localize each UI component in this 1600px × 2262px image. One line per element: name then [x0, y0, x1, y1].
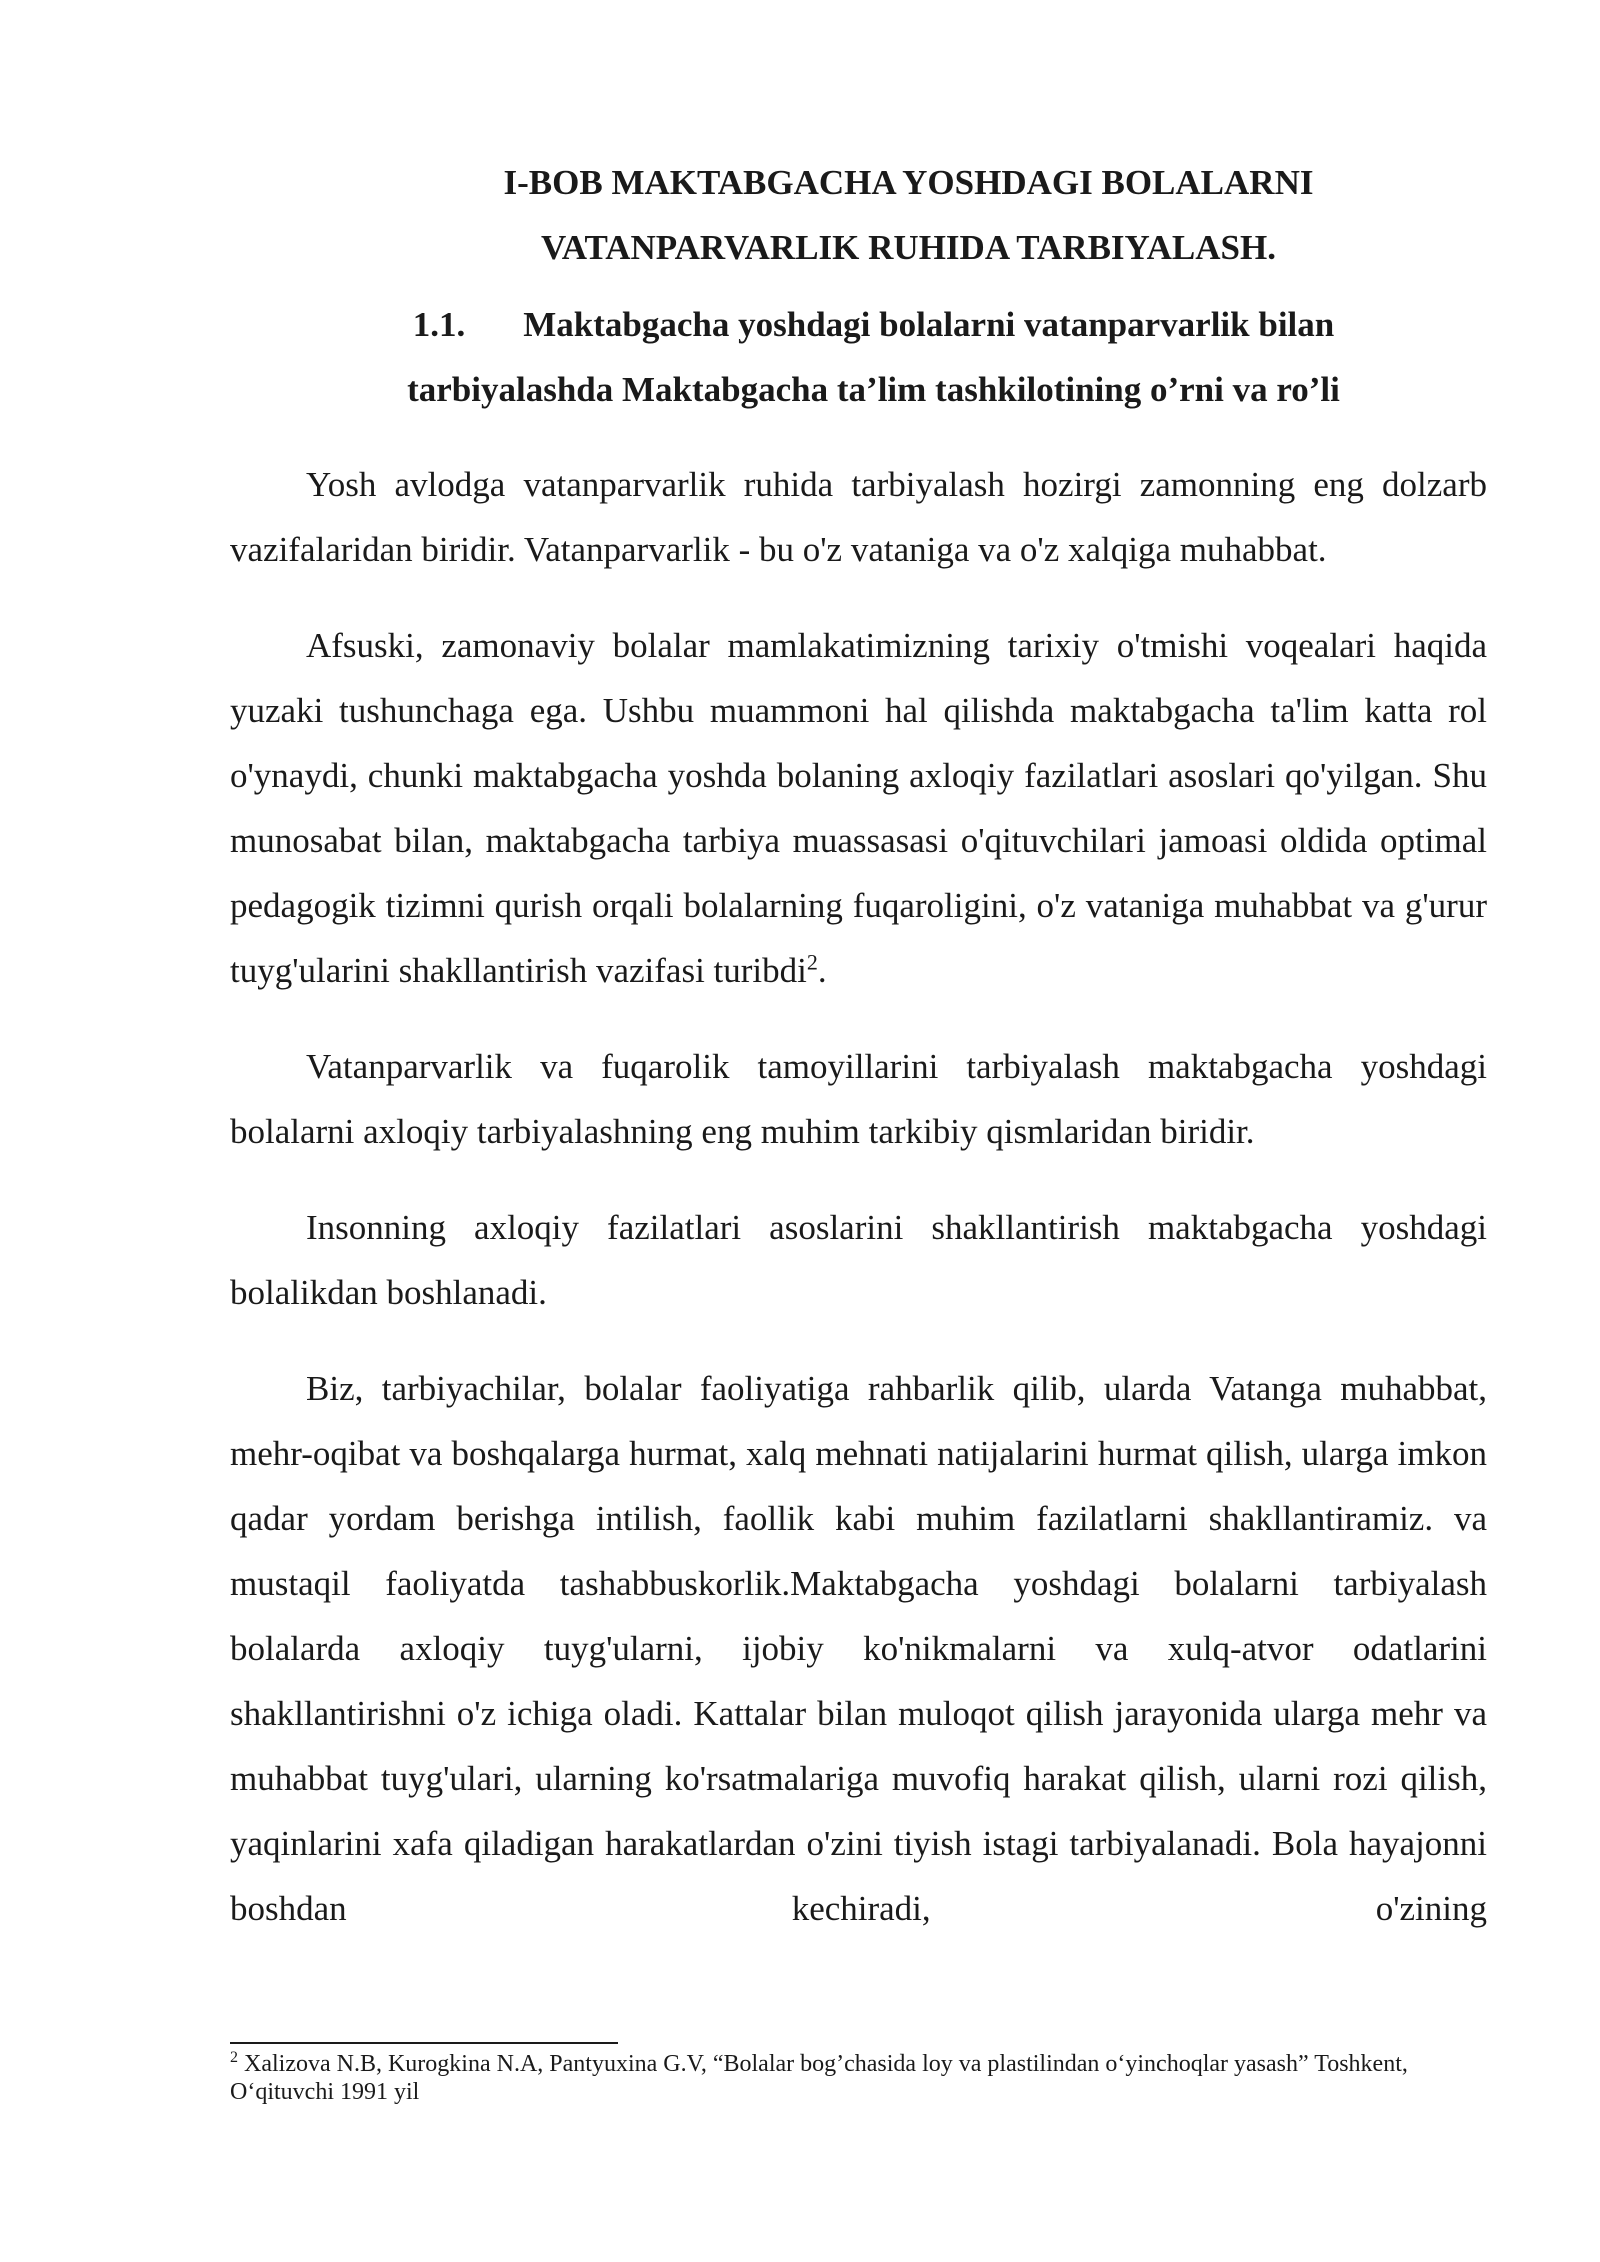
section-number: 1.1. [412, 305, 466, 344]
chapter-title-line-2: VATANPARVARLIK RUHIDA TARBIYALASH. [541, 228, 1276, 267]
footnote-reference[interactable]: 2 [806, 949, 818, 975]
chapter-title-line-1: I-BOB MAKTABGACHA YOSHDAGI BOLALARNI [503, 163, 1314, 202]
footnote-marker: 2 [230, 2049, 238, 2066]
body-paragraph-3: Vatanparvarlik va fuqarolik tamoyillarini tarbiyalash maktabgacha yoshdagi bolalarni axloqiy tarbiyalashning eng muhim tarkibiy qismlaridan biridir. [230, 1047, 1487, 1151]
body-paragraph-2-period: . [817, 951, 827, 990]
footnote-text: Xalizova N.B, Kurogkina N.A, Pantyuxina G.V, “Bolalar bog’chasida loy va plastilindan o‘yinchoqlar yasash” Toshkent, O‘qituvchi 1991 yil [230, 2051, 1408, 2105]
footnote [230, 2050, 1487, 2106]
body-paragraph-2 [230, 613, 1487, 1003]
section-title [230, 292, 1487, 422]
document-page [230, 150, 1487, 1941]
body-paragraph-5: Biz, tarbiyachilar, bolalar faoliyatiga rahbarlik qilib, ularda Vatanga muhabbat, mehr-oqibat va boshqalarga hurmat, xalq mehnati natijalarini hurmat qilish, ularga imkon qadar yordam berishga intilish, faollik kabi muhim fazilatlarni shakllantiramiz. va mustaqil faoliyatda tashabbuskorlik.Maktabgacha yoshdagi bolalarni tarbiyalash bolalarda axloqiy tuyg'ularni, ijobiy ko'nikmalarni va xulq-atvor odatlarini shakllantirishni o'z ichiga oladi. Kattalar bilan muloqot qilish jarayonida ularga mehr va muhabbat tuyg'ulari, ularning ko'rsatmalariga muvofiq harakat qilish, ularni rozi qilish, yaqinlarini xafa qiladigan harakatlardan o'zini tiyish istagi tarbiyalanadi. Bola hayajonni boshdan kechiradi, o'zining [230, 1369, 1487, 1928]
chapter-title [230, 150, 1487, 280]
body-paragraph-2-text: Afsuski, zamonaviy bolalar mamlakatimizning tarixiy o'tmishi voqealari haqida yuzaki tushunchaga ega. Ushbu muammoni hal qilishda maktabgacha ta'lim katta rol o'ynaydi, chunki maktabgacha yoshda bolaning axloqiy fazilatlari asoslari qo'yilgan. Shu munosabat bilan, maktabgacha tarbiya muassasasi o'qituvchilari jamoasi oldida optimal pedagogik tizimni qurish orqali bolalarning fuqaroligini, o'z vataniga muhabbat va g'urur tuyg'ularini shakllantirish vazifasi turibdi [230, 626, 1487, 990]
section-title-line-1: Maktabgacha yoshdagi bolalarni vatanparvarlik bilan [523, 305, 1335, 344]
section-title-line-2: tarbiyalashda Maktabgacha ta’lim tashkilotining o’rni va ro’li [407, 370, 1340, 409]
footnote-separator [230, 2042, 618, 2044]
body-paragraph-1: Yosh avlodga vatanparvarlik ruhida tarbiyalash hozirgi zamonning eng dolzarb vazifalaridan biridir. Vatanparvarlik - bu o'z vataniga va o'z xalqiga muhabbat. [230, 465, 1487, 569]
body-paragraph-4: Insonning axloqiy fazilatlari asoslarini shakllantirish maktabgacha yoshdagi bolalikdan boshlanadi. [230, 1208, 1487, 1312]
